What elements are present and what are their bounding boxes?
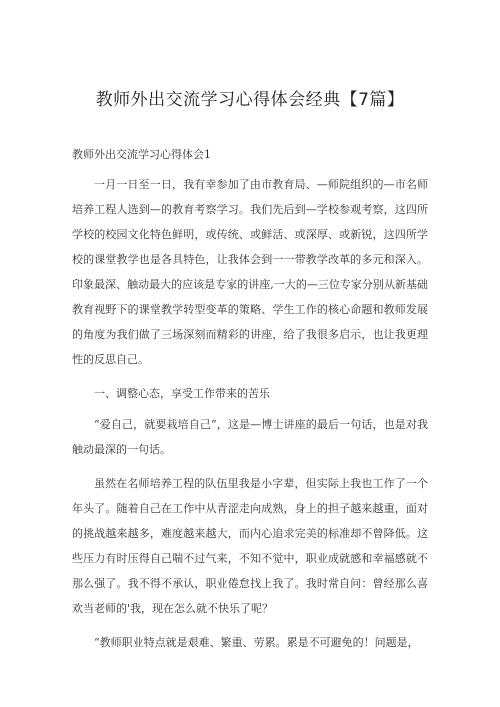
paragraph-reflection: 虽然在名师培养工程的队伍里我是小字辈，但实际上我也工作了一个年头了。随着自己在工作中从青涩走向成熟，身上的担子越来越重，面对的挑战越来越多，难度越来越大，而内心追求完美的标准却不曾降低。这些压力有时压得自己喘不过气来，不知不觉中，职业成就感和幸福感就不那么强了。我不得不承认，职业倦怠找上我了。我时常自问：曾经那么喜欢当老师的'我，现在怎么就不快乐了呢？ <box>72 477 428 615</box>
paragraph-continuation: “教师职业特点就是艰难、繁重、劳累。累是不可避免的！问题是， <box>94 636 419 649</box>
section-heading: 教师外出交流学习心得体会1 <box>72 148 211 161</box>
paragraph-subheading: 一、调整心态，享受工作带来的苦乐 <box>94 387 270 400</box>
document-title: 教师外出交流学习心得体会经典【7篇】 <box>95 90 405 110</box>
paragraph-intro: 一月一日至一日，我有幸参加了由市教育局、—师院组织的—市名师培养工程人选到—的教育考察学习。我们先后到—学校参观考察，这四所学校的校园文化特色鲜明，或传统、或鲜活、或深厚、或新锐，这四所学校的课堂教学也是各具特色，让我体会到一一带教学改革的多元和深入。印象最深、触动最大的应该是专家的讲座,一大的—三位专家分别从新基础教育视野下的课堂教学转型变革的策略、学生工作的核心命题和教师发展的角度为我们做了三场深刻而精彩的讲座，给了我很多启示，也让我更理性的反思自己。 <box>72 178 428 366</box>
paragraph-quote: “爱自己，就要栽培自己”，这是—博士讲座的最后一句话，也是对我触动最深的一句话。 <box>72 418 428 456</box>
document-body <box>72 142 428 660</box>
